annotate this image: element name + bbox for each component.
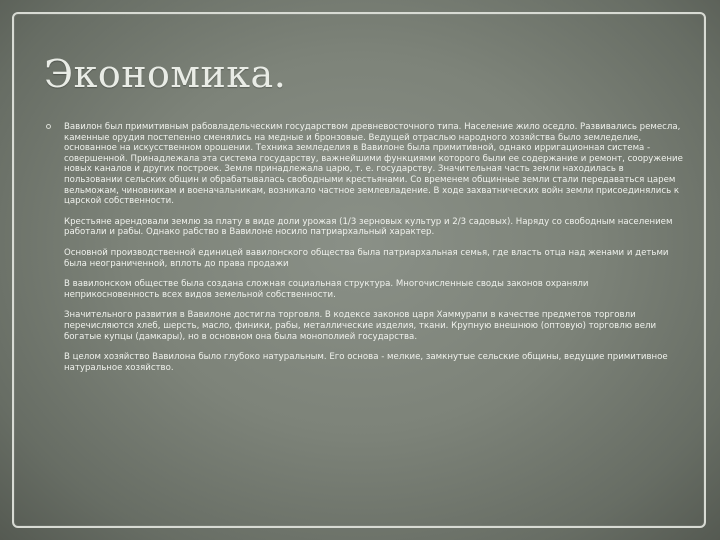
paragraph-trade: Значительного развития в Вавилоне достигла торговля. В кодексе законов царя Хаммурапи в качестве предметов торговли перечисляются хлеб, шерсть, масло, финики, рабы, металлические изделия, ткани. Крупную внешнюю (оптовую) торговлю вели богатые купцы (дамкары), но в основном она была монополией государства. <box>64 310 657 342</box>
bullet-circle-icon <box>46 124 51 129</box>
paragraph-land-lease: Крестьяне арендовали землю за плату в виде доли урожая (1/3 зерновых культур и 2/3 садовых). Наряду со свободным населением работали и рабы. Однако рабство в Вавилоне носило патриархальный характер. <box>64 216 673 238</box>
slide-content <box>44 122 684 383</box>
paragraph-social-structure: В вавилонском обществе была создана сложная социальная структура. Многочисленные своды законов охраняли неприкосновенность всех видов земельной собственности. <box>64 279 589 300</box>
paragraph-natural-economy: В целом хозяйство Вавилона было глубоко натуральным. Его основа - мелкие, замкнутые сельские общины, ведущие примитивное натуральное хозяйство. <box>64 352 668 373</box>
bullet-item <box>44 122 684 373</box>
paragraph-economy-overview: Вавилон был примитивным рабовладельческим государством древневосточного типа. Население жило оседло. Развивались ремесла, каменные орудия постепенно сменялись на медные и бронзовые. Ведущей отраслью народного хозяйства было земледелие, основанное на искусственном орошении. Техника земледелия в Вавилоне была примитивной, однако ирригационная система - совершенной. Принадлежала эта система государству, важнейшими функциями которого были ее содержание и ремонт, сооружение новых каналов и других построек. Земля принадлежала царю, т. е. государству. Значительная часть земли находилась в пользовании сельских общин и обрабатывалась свободными крестьянами. Со временем общинные земли стали передаваться царем вельможам, чиновникам и военачальникам, возникало частное землевладение. В ходе захватнических войн земли присоединялись к царской собственности. <box>64 122 683 207</box>
slide-title: Экономика. <box>44 52 287 96</box>
paragraph-patriarchal-family: Основной производственной единицей вавилонского общества была патриархальная семья, где власть отца над женами и детьми была неограниченной, вплоть до права продажи <box>64 247 669 269</box>
